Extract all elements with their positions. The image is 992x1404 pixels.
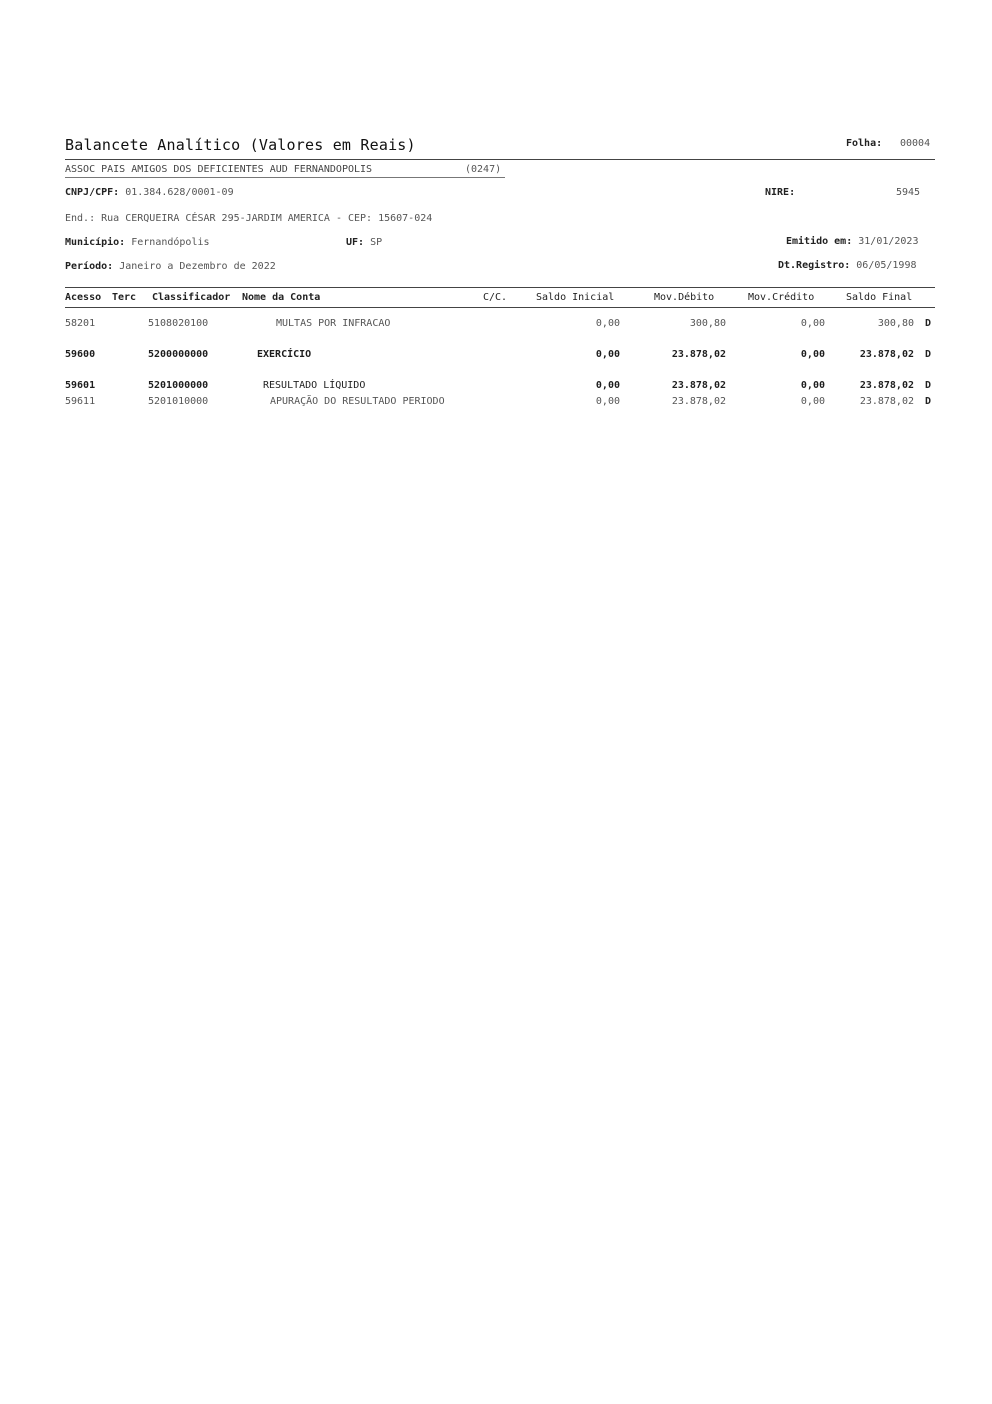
uf-label: UF: <box>346 237 365 248</box>
table-header-border <box>65 307 935 308</box>
row-4-mov-debito: 23.878,02 <box>671 396 726 407</box>
cnpj-label: CNPJ/CPF: <box>65 187 120 198</box>
row-3-mov-credito: 0,00 <box>800 380 825 391</box>
col-saldo-inicial: Saldo Inicial <box>536 292 615 303</box>
row-3-classificador: 5201000000 <box>148 380 209 391</box>
folha-label: Folha: <box>846 138 883 149</box>
address-value: Rua CERQUEIRA CÉSAR 295-JARDIM AMERICA - CEP: 15607-024 <box>101 213 433 224</box>
cnpj-value: 01.384.628/0001-09 <box>125 187 234 198</box>
municipio-value: Fernandópolis <box>131 237 210 248</box>
row-1-acesso: 58201 <box>65 318 96 329</box>
row-3-saldo-final: 23.878,02 <box>859 380 914 391</box>
col-nome-conta: Nome da Conta <box>242 292 321 303</box>
municipio-label: Município: <box>65 237 126 248</box>
company-underline <box>65 177 505 178</box>
row-4-indicator: D <box>925 396 932 407</box>
row-2-nome: EXERCÍCIO <box>257 349 312 360</box>
row-2-indicator: D <box>925 349 932 360</box>
nire-label: NIRE: <box>765 187 796 198</box>
row-4-acesso: 59611 <box>65 396 96 407</box>
row-3-mov-debito: 23.878,02 <box>671 380 726 391</box>
row-1-saldo-final: 300,80 <box>877 318 914 329</box>
table-top-border <box>65 287 935 288</box>
registro-value: 06/05/1998 <box>856 260 917 271</box>
row-1-saldo-inicial: 0,00 <box>595 318 620 329</box>
cnpj-line <box>65 187 234 198</box>
municipio-line <box>65 237 210 248</box>
periodo-label: Período: <box>65 261 114 272</box>
emitido-label: Emitido em: <box>786 236 853 247</box>
row-1-mov-debito: 300,80 <box>689 318 726 329</box>
row-3-saldo-inicial: 0,00 <box>595 380 620 391</box>
row-2-acesso: 59600 <box>65 349 96 360</box>
col-mov-credito: Mov.Crédito <box>748 292 815 303</box>
row-4-mov-credito: 0,00 <box>800 396 825 407</box>
emitido-value: 31/01/2023 <box>858 236 919 247</box>
row-2-saldo-inicial: 0,00 <box>595 349 620 360</box>
row-1-classificador: 5108020100 <box>148 318 209 329</box>
row-2-saldo-final: 23.878,02 <box>859 349 914 360</box>
folha-value: 00004 <box>900 138 931 149</box>
periodo-value: Janeiro a Dezembro de 2022 <box>119 261 276 272</box>
col-acesso: Acesso <box>65 292 102 303</box>
periodo-line <box>65 261 276 272</box>
emitido-line <box>786 236 918 247</box>
row-3-indicator: D <box>925 380 932 391</box>
row-2-classificador: 5200000000 <box>148 349 209 360</box>
company-name: ASSOC PAIS AMIGOS DOS DEFICIENTES AUD FERNANDOPOLIS <box>65 164 373 175</box>
col-classificador: Classificador <box>152 292 231 303</box>
row-4-saldo-final: 23.878,02 <box>859 396 914 407</box>
registro-line <box>778 260 917 271</box>
row-2-mov-debito: 23.878,02 <box>671 349 726 360</box>
report-title: Balancete Analítico (Valores em Reais) <box>65 136 416 154</box>
col-mov-debito: Mov.Débito <box>654 292 715 303</box>
row-2-mov-credito: 0,00 <box>800 349 825 360</box>
row-4-saldo-inicial: 0,00 <box>595 396 620 407</box>
row-4-nome: APURAÇÃO DO RESULTADO PERIODO <box>270 396 445 407</box>
uf-line <box>346 237 382 248</box>
registro-label: Dt.Registro: <box>778 260 851 271</box>
title-divider <box>65 159 935 160</box>
row-4-classificador: 5201010000 <box>148 396 209 407</box>
row-1-indicator: D <box>925 318 932 329</box>
row-3-nome: RESULTADO LÍQUIDO <box>263 380 366 391</box>
row-3-acesso: 59601 <box>65 380 96 391</box>
col-saldo-final: Saldo Final <box>846 292 913 303</box>
address-label: End.: <box>65 213 96 224</box>
col-terc: Terc <box>112 292 137 303</box>
uf-value: SP <box>370 237 383 248</box>
row-1-mov-credito: 0,00 <box>800 318 825 329</box>
nire-value: 5945 <box>896 187 921 198</box>
row-1-nome: MULTAS POR INFRACAO <box>276 318 391 329</box>
address-line <box>65 213 432 224</box>
company-code: (0247) <box>465 164 502 175</box>
col-cc: C/C. <box>483 292 508 303</box>
